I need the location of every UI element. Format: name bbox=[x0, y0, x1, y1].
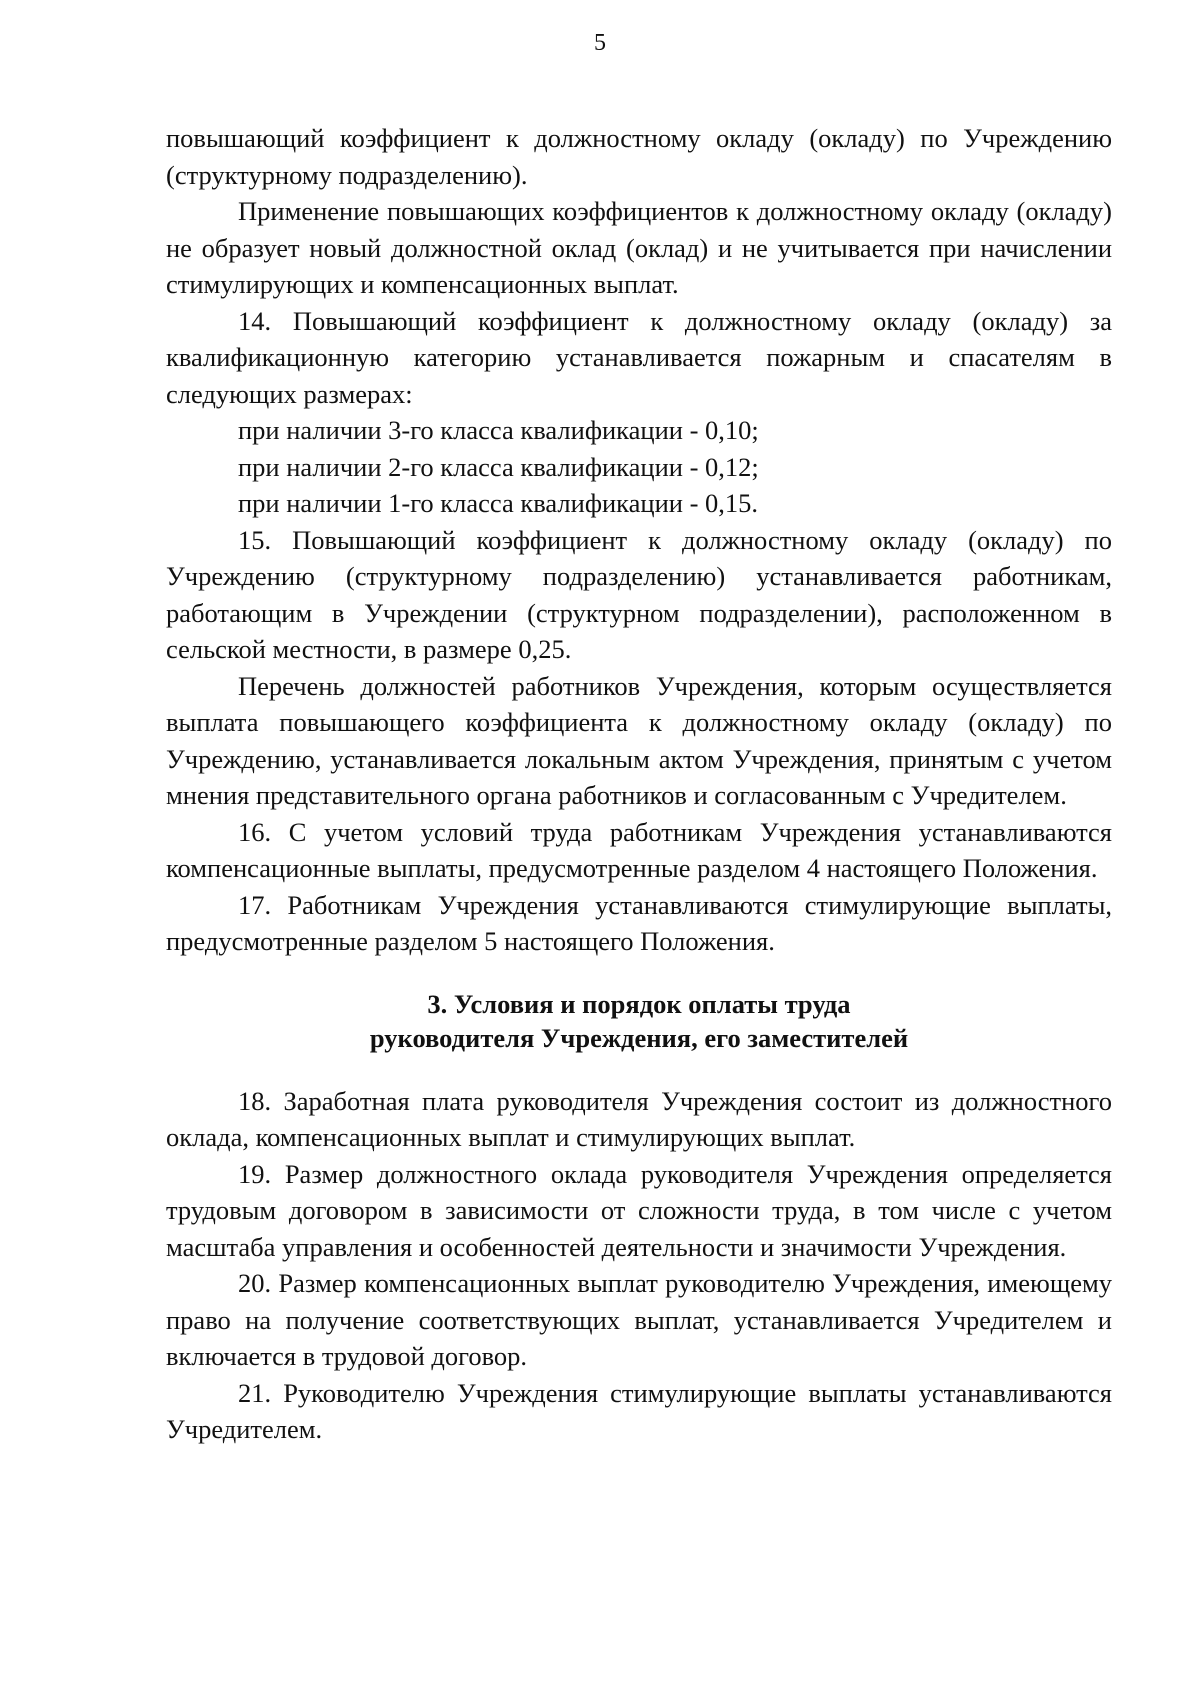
section-heading bbox=[166, 987, 1112, 1055]
list-item-class-1: при наличии 1-го класса квалификации - 0,15. bbox=[238, 488, 759, 518]
list-item-class-3: при наличии 3-го класса квалификации - 0,10; bbox=[238, 415, 759, 445]
paragraph-17: 17. Работникам Учреждения устанавливаются стимулирующие выплаты, предусмотренные разделом 5 настоящего Положения. bbox=[166, 889, 1112, 956]
paragraph-18: 18. Заработная плата руководителя Учреждения состоит из должностного оклада, компенсационных выплат и стимулирующих выплат. bbox=[166, 1085, 1112, 1152]
page-number: 5 bbox=[594, 30, 606, 56]
paragraph-coefficients-note: Применение повышающих коэффициентов к должностному окладу (окладу) не образует новый должностной оклад (оклад) и не учитывается при начислении стимулирующих и компенсационных выплат. bbox=[166, 196, 1112, 299]
section-heading-line-2: руководителя Учреждения, его заместителей bbox=[369, 1022, 909, 1053]
paragraph-19: 19. Размер должностного оклада руководителя Учреждения определяется трудовым договором в зависимости от сложности труда, в том числе с учетом масштаба управления и особенностей деятельности и значимости Учреждения. bbox=[166, 1158, 1112, 1262]
section-heading-line-1: 3. Условия и порядок оплаты труда bbox=[427, 988, 851, 1019]
paragraph-16: 16. С учетом условий труда работникам Учреждения устанавливаются компенсационные выплаты, предусмотренные разделом 4 настоящего Положения. bbox=[166, 816, 1112, 883]
paragraph-continuation: повышающий коэффициент к должностному окладу (окладу) по Учреждению (структурному подразделению). bbox=[166, 123, 1112, 190]
paragraph-positions-list: Перечень должностей работников Учреждения, которым осуществляется выплата повышающего коэффициента к должностному окладу (окладу) по Учреждению, устанавливается локальным актом Учреждения, принятым с учетом мнения представительного органа работников и согласованным с Учредителем. bbox=[166, 670, 1112, 810]
paragraph-15: 15. Повышающий коэффициент к должностному окладу (окладу) по Учреждению (структурному подразделению) устанавливается работникам, работающим в Учреждении (структурном подразделении), расположенном в сельской местности, в размере 0,25. bbox=[166, 524, 1112, 664]
paragraph-21: 21. Руководителю Учреждения стимулирующие выплаты устанавливаются Учредителем. bbox=[166, 1377, 1112, 1444]
document-body bbox=[166, 120, 1112, 1448]
paragraph-20: 20. Размер компенсационных выплат руководителю Учреждения, имеющему право на получение соответствующих выплат, устанавливается Учредителем и включается в трудовой договор. bbox=[166, 1268, 1112, 1371]
paragraph-14: 14. Повышающий коэффициент к должностному окладу (окладу) за квалификационную категорию устанавливается пожарным и спасателям в следующих размерах: bbox=[166, 305, 1112, 409]
list-item-class-2: при наличии 2-го класса квалификации - 0,12; bbox=[238, 451, 759, 482]
